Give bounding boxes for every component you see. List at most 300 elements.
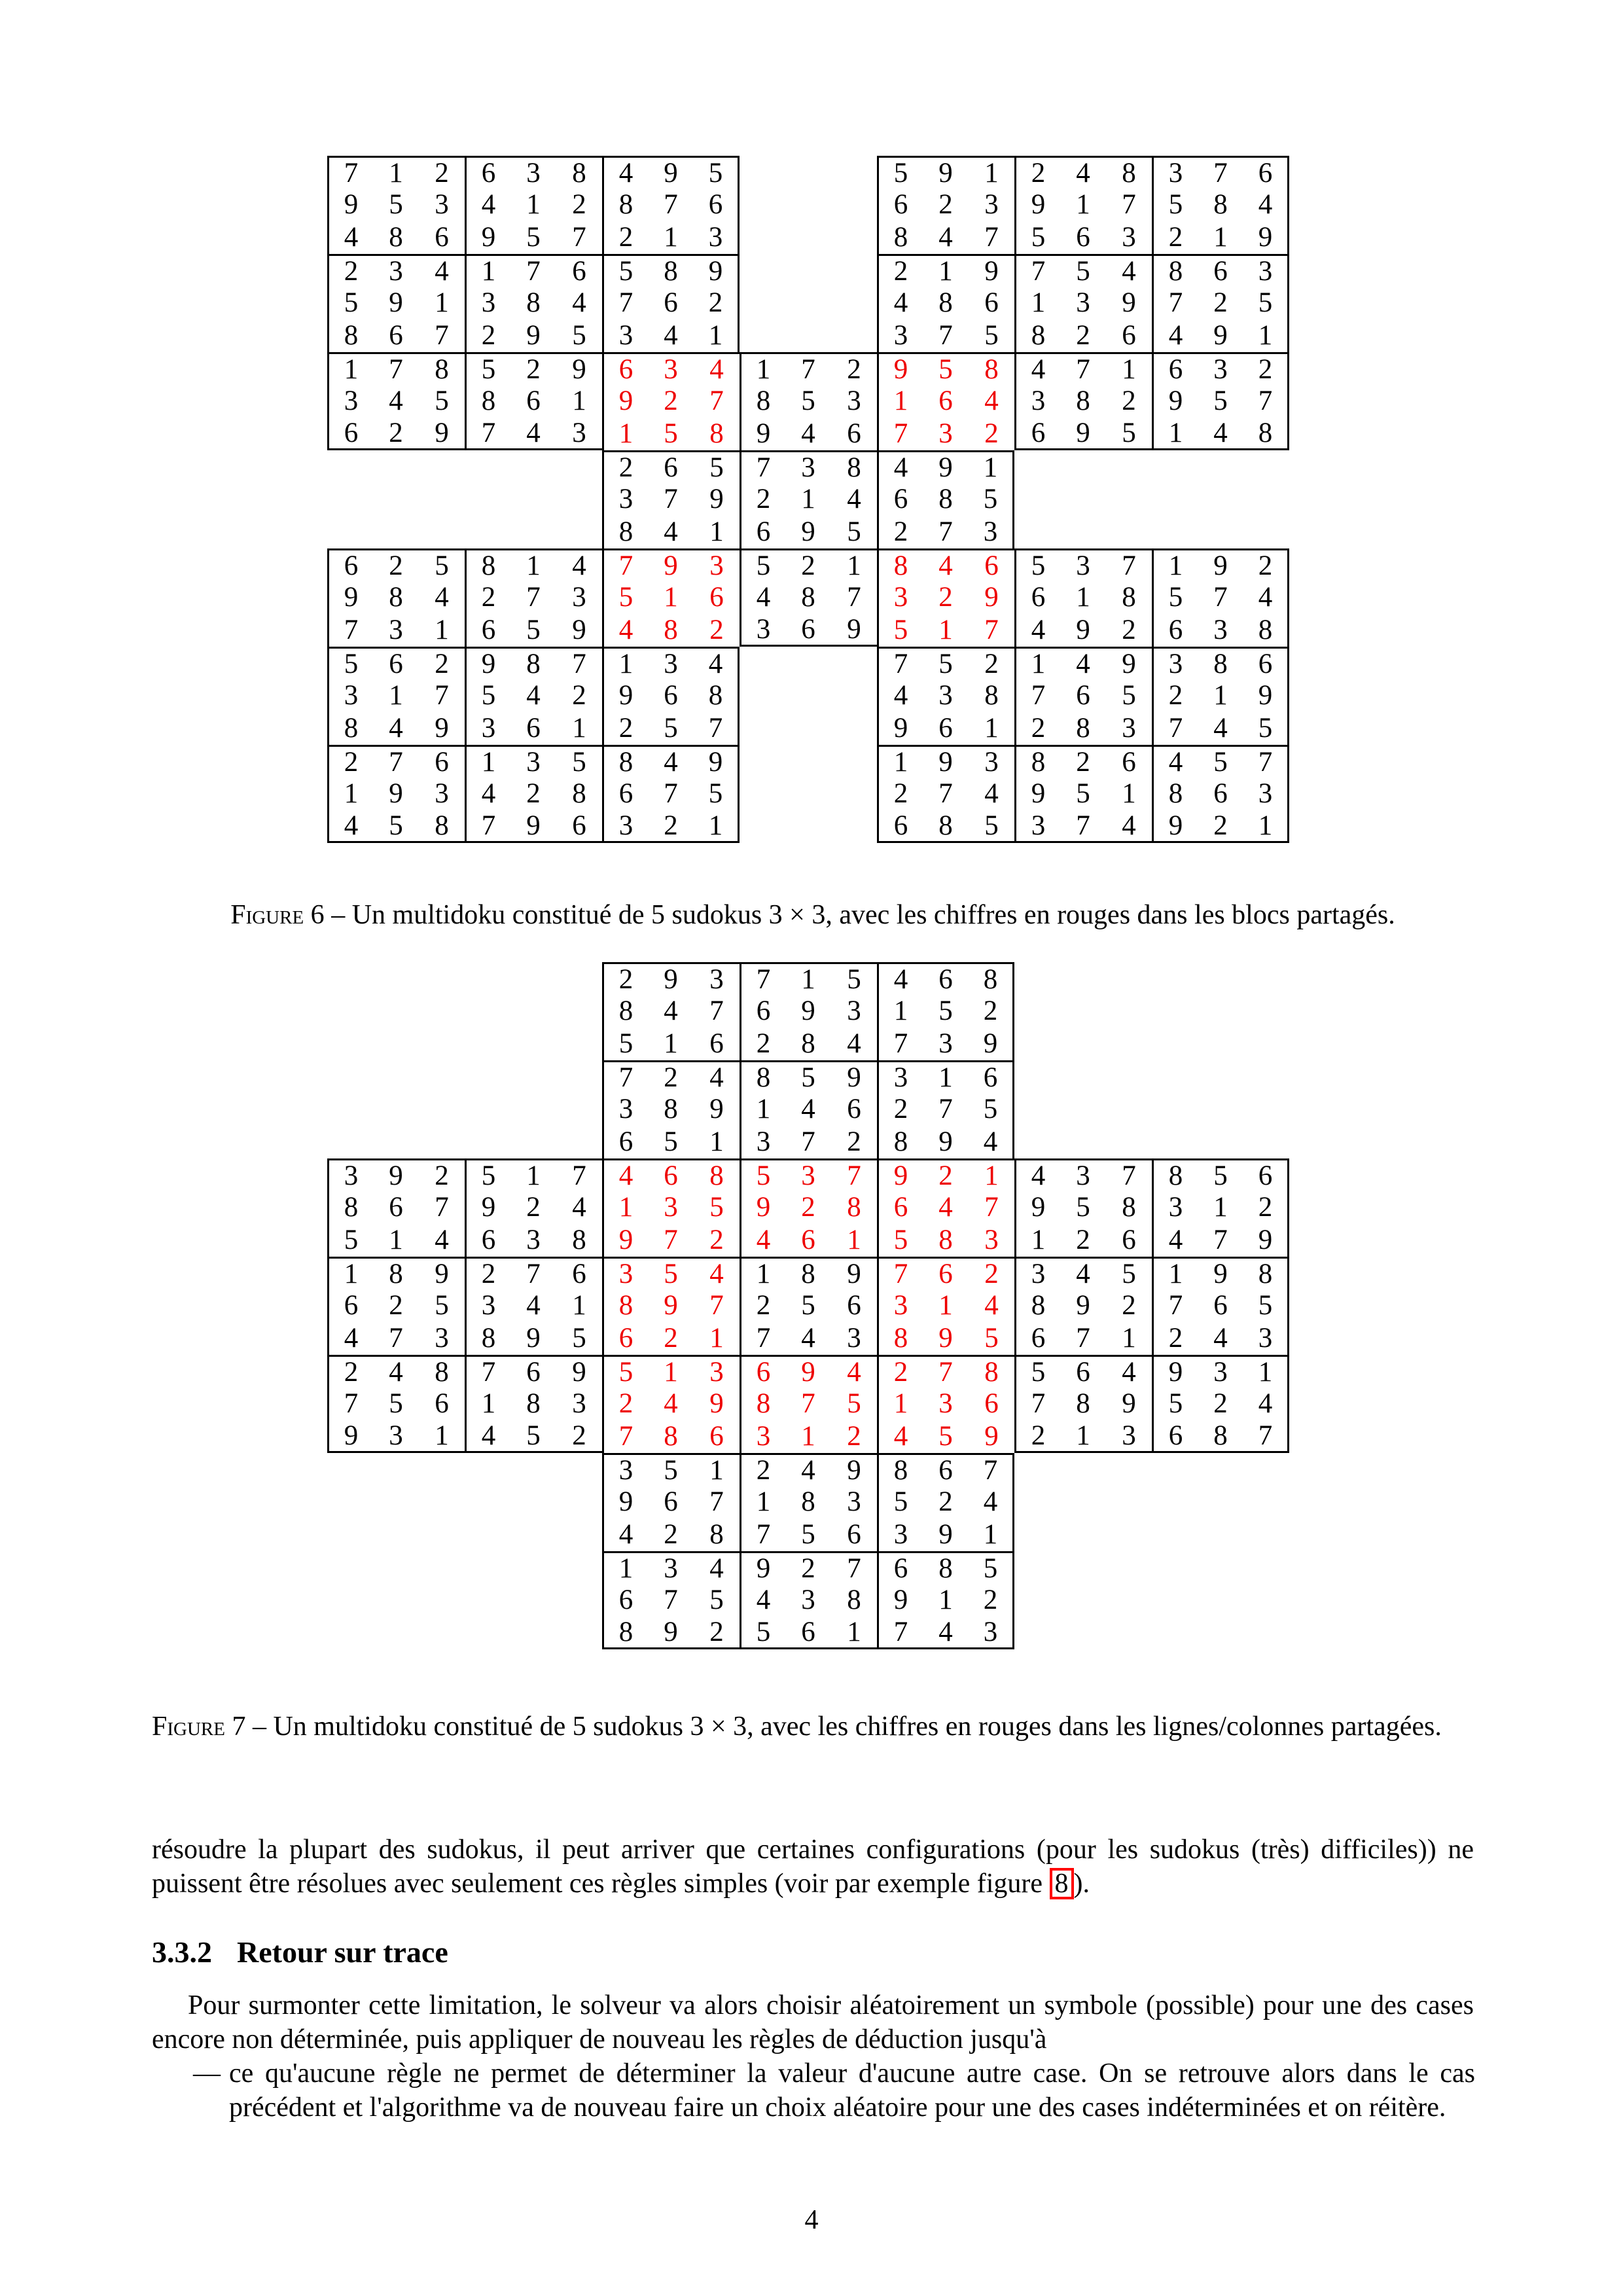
sudoku-cell: 7 <box>1152 287 1198 319</box>
sudoku-cell: 6 <box>847 1290 861 1321</box>
sudoku-cell <box>1243 1486 1289 1518</box>
sudoku-cell: 5 <box>1014 548 1060 581</box>
sudoku-cell: 3 <box>694 962 740 995</box>
sudoku-cell: 9 <box>648 156 694 188</box>
sudoku-cell <box>831 778 877 810</box>
sudoku-cell: 8 <box>389 222 403 253</box>
sudoku-cell: 6 <box>602 1322 648 1355</box>
sudoku-cell <box>1106 516 1152 548</box>
sudoku-cell: 1 <box>602 1191 648 1224</box>
sudoku-cell: 2 <box>1213 1388 1228 1419</box>
sudoku-cell: 9 <box>1243 679 1289 712</box>
sudoku-cell: 9 <box>831 1257 877 1289</box>
sudoku-cell: 2 <box>785 548 831 581</box>
sudoku-cell: 7 <box>984 1192 999 1223</box>
sudoku-cell: 2 <box>1122 1290 1136 1321</box>
sudoku-cell <box>740 778 785 810</box>
sudoku-cell <box>1243 483 1289 516</box>
sudoku-cell: 8 <box>694 1158 740 1191</box>
sudoku-cell: 2 <box>847 1126 861 1157</box>
sudoku-cell: 9 <box>877 712 923 745</box>
sudoku-cell: 4 <box>1014 352 1060 385</box>
sudoku-cell: 2 <box>1152 679 1198 712</box>
sudoku-cell: 6 <box>435 222 449 253</box>
sudoku-cell: 4 <box>327 810 373 843</box>
sudoku-cell <box>510 450 556 483</box>
sudoku-cell: 1 <box>877 1388 923 1420</box>
sudoku-cell: 5 <box>602 1028 648 1060</box>
sudoku-cell <box>419 1486 465 1518</box>
sudoku-cell: 3 <box>327 385 373 418</box>
sudoku-cell <box>373 516 419 548</box>
sudoku-cell: 8 <box>664 615 678 645</box>
sudoku-cell: 3 <box>1106 1420 1152 1453</box>
sudoku-cell: 2 <box>923 1158 969 1191</box>
sudoku-cell: 5 <box>435 1290 449 1321</box>
sudoku-cell: 4 <box>327 1322 373 1355</box>
sudoku-cell: 1 <box>969 450 1014 483</box>
sudoku-cell: 7 <box>938 1094 953 1124</box>
sudoku-cell: 6 <box>1152 352 1198 385</box>
sudoku-cell: 5 <box>984 1323 999 1354</box>
sudoku-cell: 5 <box>648 1257 694 1289</box>
sudoku-cell <box>1106 962 1152 995</box>
sudoku-cell: 5 <box>510 1420 556 1453</box>
sudoku-cell: 2 <box>694 287 740 319</box>
sudoku-cell: 2 <box>938 189 953 220</box>
sudoku-cell: 3 <box>556 418 602 450</box>
sudoku-cell: 1 <box>389 1225 403 1255</box>
sudoku-cell: 9 <box>572 615 586 645</box>
sudoku-cell <box>327 1453 373 1486</box>
sudoku-cell <box>373 1093 419 1126</box>
sudoku-cell <box>1014 516 1060 548</box>
sudoku-cell: 6 <box>740 516 785 548</box>
figure-8-link[interactable]: 8 <box>1050 1868 1074 1899</box>
sudoku-cell: 3 <box>1122 222 1136 253</box>
sudoku-cell: 3 <box>1243 1322 1289 1355</box>
sudoku-cell: 9 <box>740 418 785 450</box>
sudoku-cell: 5 <box>923 352 969 385</box>
paragraph-text-after-ref: ). <box>1073 1869 1090 1899</box>
sudoku-cell: 3 <box>938 680 953 711</box>
sudoku-cell: 3 <box>785 1158 831 1191</box>
sudoku-cell: 4 <box>435 582 449 613</box>
sudoku-cell: 8 <box>740 385 785 418</box>
sudoku-cell: 4 <box>1106 254 1152 287</box>
sudoku-cell <box>1243 1126 1289 1158</box>
sudoku-cell <box>1014 1453 1060 1486</box>
sudoku-cell: 3 <box>847 386 861 416</box>
sudoku-cell: 7 <box>465 418 510 450</box>
sudoku-cell <box>327 1551 373 1584</box>
sudoku-cell <box>1060 1617 1106 1649</box>
sudoku-cell <box>419 1060 465 1093</box>
sudoku-cell: 9 <box>969 1028 1014 1060</box>
sudoku-cell <box>373 1551 419 1584</box>
sudoku-cell: 9 <box>740 1191 785 1224</box>
sudoku-cell <box>831 254 877 287</box>
sudoku-cell: 3 <box>602 319 648 352</box>
sudoku-cell: 6 <box>1152 1420 1198 1453</box>
sudoku-cell: 8 <box>877 548 923 581</box>
sudoku-cell: 6 <box>1014 581 1060 614</box>
sudoku-cell: 1 <box>740 1093 785 1126</box>
sudoku-cell: 4 <box>1106 1355 1152 1388</box>
sudoku-cell: 7 <box>664 778 678 809</box>
sudoku-cell: 4 <box>984 386 999 416</box>
sudoku-cell <box>327 1126 373 1158</box>
sudoku-cell <box>1198 1060 1243 1093</box>
sudoku-cell: 5 <box>465 352 510 385</box>
sudoku-cell: 6 <box>709 1028 724 1059</box>
sudoku-cell: 5 <box>938 996 953 1026</box>
sudoku-cell: 7 <box>556 647 602 679</box>
sudoku-cell: 4 <box>1014 614 1060 647</box>
sudoku-cell <box>1198 1551 1243 1584</box>
sudoku-cell <box>1014 1060 1060 1093</box>
sudoku-cell: 1 <box>1243 810 1289 843</box>
sudoku-cell: 9 <box>556 1355 602 1388</box>
sudoku-cell: 1 <box>938 1585 953 1615</box>
list-item <box>152 2056 1475 2125</box>
sudoku-cell <box>1243 1584 1289 1617</box>
sudoku-cell <box>1060 1486 1106 1518</box>
sudoku-cell <box>510 1584 556 1617</box>
sudoku-cell: 9 <box>801 996 815 1026</box>
sudoku-cell: 5 <box>694 450 740 483</box>
sudoku-cell: 6 <box>984 1388 999 1419</box>
sudoku-cell <box>1106 995 1152 1028</box>
sudoku-cell: 7 <box>1060 810 1106 843</box>
sudoku-cell <box>1060 962 1106 995</box>
sudoku-cell <box>510 1093 556 1126</box>
sudoku-cell: 6 <box>602 1126 648 1158</box>
sudoku-cell <box>1060 1093 1106 1126</box>
sudoku-cell: 4 <box>694 647 740 679</box>
sudoku-cell: 3 <box>373 254 419 287</box>
sudoku-cell: 5 <box>801 1290 815 1321</box>
sudoku-cell: 4 <box>373 1355 419 1388</box>
sudoku-cell: 2 <box>1243 548 1289 581</box>
sudoku-cell: 8 <box>664 1094 678 1124</box>
sudoku-cell <box>373 962 419 995</box>
sudoku-cell: 6 <box>1076 680 1090 711</box>
sudoku-cell <box>740 221 785 254</box>
sudoku-cell: 7 <box>572 222 586 253</box>
sudoku-cell <box>556 1060 602 1093</box>
sudoku-cell: 8 <box>1198 1420 1243 1453</box>
sudoku-cell: 7 <box>602 287 648 319</box>
sudoku-cell <box>785 319 831 352</box>
sudoku-cell: 6 <box>709 582 724 613</box>
sudoku-cell <box>740 156 785 188</box>
sudoku-cell: 4 <box>602 614 648 647</box>
sudoku-cell: 7 <box>664 484 678 514</box>
sudoku-cell <box>327 995 373 1028</box>
sudoku-cell: 9 <box>648 548 694 581</box>
sudoku-cell: 8 <box>419 1355 465 1388</box>
sudoku-cell: 7 <box>327 1388 373 1420</box>
sudoku-cell: 8 <box>938 484 953 514</box>
sudoku-cell: 4 <box>984 1290 999 1321</box>
sudoku-cell <box>373 483 419 516</box>
sudoku-cell: 5 <box>1122 680 1136 711</box>
sudoku-cell <box>327 1028 373 1060</box>
sudoku-cell: 3 <box>877 581 923 614</box>
sudoku-cell: 4 <box>419 254 465 287</box>
sudoku-cell: 9 <box>526 320 541 351</box>
sudoku-cell <box>1152 962 1198 995</box>
sudoku-cell: 7 <box>1014 679 1060 712</box>
sudoku-cell: 8 <box>389 582 403 613</box>
sudoku-cell: 8 <box>694 679 740 712</box>
sudoku-cell: 3 <box>877 1289 923 1322</box>
sudoku-cell: 1 <box>327 778 373 810</box>
sudoku-cell: 8 <box>709 1519 724 1550</box>
sudoku-cell <box>510 1551 556 1584</box>
sudoku-cell: 7 <box>877 418 923 450</box>
sudoku-cell: 2 <box>526 778 541 809</box>
sudoku-cell: 4 <box>694 352 740 385</box>
sudoku-cell: 7 <box>740 450 785 483</box>
sudoku-cell <box>1106 1617 1152 1649</box>
sudoku-cell: 3 <box>1198 1355 1243 1388</box>
sudoku-cell: 6 <box>1014 418 1060 450</box>
sudoku-cell: 7 <box>801 1126 815 1157</box>
sudoku-cell: 9 <box>465 1191 510 1224</box>
sudoku-cell: 1 <box>1152 548 1198 581</box>
sudoku-cell: 9 <box>602 385 648 418</box>
sudoku-cell: 5 <box>877 156 923 188</box>
sudoku-cell: 9 <box>984 1421 999 1452</box>
sudoku-cell: 8 <box>969 1355 1014 1388</box>
sudoku-cell: 6 <box>1122 1225 1136 1255</box>
sudoku-cell <box>465 1518 510 1551</box>
sudoku-cell: 3 <box>740 1126 785 1158</box>
sudoku-cell: 4 <box>1106 810 1152 843</box>
sudoku-cell: 8 <box>1076 713 1090 744</box>
sudoku-cell: 7 <box>602 1420 648 1453</box>
sudoku-cell: 6 <box>709 1421 724 1452</box>
sudoku-cell: 3 <box>847 1323 861 1354</box>
sudoku-cell <box>1198 995 1243 1028</box>
sudoku-cell <box>1106 1028 1152 1060</box>
sudoku-cell: 5 <box>877 1486 923 1518</box>
sudoku-cell <box>510 1126 556 1158</box>
sudoku-cell: 7 <box>465 810 510 843</box>
sudoku-cell <box>373 1486 419 1518</box>
sudoku-cell: 4 <box>664 1388 678 1419</box>
sudoku-cell: 8 <box>419 810 465 843</box>
sudoku-cell <box>510 1617 556 1649</box>
sudoku-cell <box>1152 1486 1198 1518</box>
sudoku-cell: 9 <box>1122 1388 1136 1419</box>
sudoku-cell: 3 <box>510 745 556 778</box>
sudoku-cell: 2 <box>1076 1225 1090 1255</box>
sudoku-cell <box>785 221 831 254</box>
sudoku-cell: 7 <box>877 1028 923 1060</box>
sudoku-cell <box>373 1518 419 1551</box>
sudoku-cell: 5 <box>664 713 678 744</box>
sudoku-cell: 5 <box>1076 778 1090 809</box>
sudoku-cell <box>1152 1617 1198 1649</box>
sudoku-cell: 5 <box>526 222 541 253</box>
sudoku-cell: 4 <box>602 1158 648 1191</box>
sudoku-cell: 6 <box>465 614 510 647</box>
sudoku-cell <box>419 962 465 995</box>
sudoku-cell <box>419 450 465 483</box>
sudoku-cell: 2 <box>709 615 724 645</box>
sudoku-cell <box>1106 483 1152 516</box>
sudoku-cell: 4 <box>1243 581 1289 614</box>
sudoku-cell <box>465 1126 510 1158</box>
sudoku-cell <box>1198 962 1243 995</box>
sudoku-cell: 8 <box>1213 189 1228 220</box>
sudoku-cell: 8 <box>847 1585 861 1615</box>
sudoku-cell <box>1152 1453 1198 1486</box>
sudoku-cell: 5 <box>465 1158 510 1191</box>
sudoku-cell: 9 <box>923 450 969 483</box>
sudoku-cell: 7 <box>465 1355 510 1388</box>
sudoku-cell <box>419 1518 465 1551</box>
sudoku-cell: 4 <box>602 1518 648 1551</box>
sudoku-cell <box>556 1093 602 1126</box>
sudoku-cell <box>510 962 556 995</box>
sudoku-cell <box>831 712 877 745</box>
sudoku-cell: 7 <box>1213 582 1228 613</box>
sudoku-cell: 5 <box>664 418 678 449</box>
sudoku-cell: 3 <box>969 1617 1014 1649</box>
sudoku-cell: 1 <box>1076 189 1090 220</box>
sudoku-cell: 4 <box>923 548 969 581</box>
sudoku-cell: 6 <box>969 1060 1014 1093</box>
sudoku-cell <box>1060 483 1106 516</box>
sudoku-cell <box>785 156 831 188</box>
sudoku-cell: 7 <box>510 254 556 287</box>
sudoku-cell <box>1198 1453 1243 1486</box>
sudoku-cell: 1 <box>831 1617 877 1649</box>
sudoku-cell: 6 <box>785 614 831 647</box>
sudoku-cell: 5 <box>923 647 969 679</box>
sudoku-cell: 4 <box>877 962 923 995</box>
paragraph-text-before-ref: résoudre la plupart des sudokus, il peut arriver que certaines configurations (pour les sudokus (très) difficiles)) ne puissent être résolues avec seulement ces règles simples (voir par exemple figure <box>152 1835 1474 1899</box>
sudoku-cell: 4 <box>938 1192 953 1223</box>
sudoku-cell <box>327 1518 373 1551</box>
sudoku-cell <box>740 679 785 712</box>
sudoku-cell: 5 <box>694 156 740 188</box>
sudoku-cell: 8 <box>1152 778 1198 810</box>
sudoku-cell: 2 <box>740 1289 785 1322</box>
sudoku-cell <box>510 1028 556 1060</box>
sudoku-cell: 6 <box>389 1192 403 1223</box>
sudoku-cell <box>831 679 877 712</box>
sudoku-cell: 2 <box>465 581 510 614</box>
sudoku-cell: 4 <box>526 1290 541 1321</box>
sudoku-cell: 5 <box>435 386 449 416</box>
sudoku-cell <box>419 516 465 548</box>
sudoku-cell: 7 <box>1243 385 1289 418</box>
sudoku-cell: 8 <box>785 1257 831 1289</box>
sudoku-cell: 1 <box>1106 352 1152 385</box>
sudoku-cell: 2 <box>389 1290 403 1321</box>
sudoku-cell: 5 <box>709 1192 724 1223</box>
sudoku-cell: 2 <box>1243 1191 1289 1224</box>
sudoku-cell <box>419 995 465 1028</box>
sudoku-cell: 8 <box>1243 614 1289 647</box>
sudoku-cell: 2 <box>785 1551 831 1584</box>
sudoku-cell: 2 <box>1152 1322 1198 1355</box>
sudoku-cell: 4 <box>389 713 403 744</box>
sudoku-cell: 8 <box>556 156 602 188</box>
sudoku-cell: 9 <box>1152 810 1198 843</box>
sudoku-cell: 2 <box>1014 712 1060 745</box>
sudoku-cell: 3 <box>465 1289 510 1322</box>
sudoku-cell: 6 <box>1213 1290 1228 1321</box>
sudoku-cell: 2 <box>938 1486 953 1517</box>
sudoku-cell <box>785 647 831 679</box>
sudoku-cell <box>785 778 831 810</box>
sudoku-cell: 4 <box>1243 188 1289 221</box>
sudoku-cell: 3 <box>572 1388 586 1419</box>
sudoku-cell: 9 <box>694 745 740 778</box>
sudoku-cell: 3 <box>1014 1257 1060 1289</box>
list-item-dash: — <box>193 2058 221 2089</box>
sudoku-cell: 1 <box>923 1060 969 1093</box>
sudoku-cell: 7 <box>694 712 740 745</box>
sudoku-cell: 4 <box>740 1584 785 1617</box>
sudoku-cell <box>785 287 831 319</box>
sudoku-cell: 2 <box>510 352 556 385</box>
sudoku-cell: 6 <box>602 778 648 810</box>
sudoku-cell: 9 <box>465 647 510 679</box>
sudoku-cell: 8 <box>572 1225 586 1255</box>
sudoku-cell: 6 <box>1014 1322 1060 1355</box>
sudoku-cell: 2 <box>877 516 923 548</box>
sudoku-cell: 1 <box>465 1388 510 1420</box>
sudoku-cell: 4 <box>801 418 815 449</box>
sudoku-cell <box>1106 1551 1152 1584</box>
sudoku-cell <box>740 712 785 745</box>
sudoku-cell: 6 <box>984 287 999 318</box>
sudoku-cell: 5 <box>664 1126 678 1157</box>
sudoku-cell: 9 <box>1076 615 1090 645</box>
sudoku-cell <box>1014 483 1060 516</box>
sudoku-cell: 3 <box>1152 156 1198 188</box>
sudoku-cell: 6 <box>510 1355 556 1388</box>
sudoku-cell: 3 <box>1213 615 1228 645</box>
sudoku-cell: 7 <box>602 548 648 581</box>
sudoku-cell: 2 <box>984 418 999 449</box>
sudoku-cell: 2 <box>526 1192 541 1223</box>
sudoku-cell: 8 <box>602 1617 648 1649</box>
sudoku-cell <box>1243 516 1289 548</box>
sudoku-cell: 5 <box>1060 254 1106 287</box>
sudoku-cell <box>1152 483 1198 516</box>
sudoku-cell: 9 <box>648 962 694 995</box>
sudoku-cell: 1 <box>602 647 648 679</box>
sudoku-cell: 8 <box>602 745 648 778</box>
sudoku-cell: 2 <box>648 810 694 843</box>
sudoku-cell: 4 <box>435 1225 449 1255</box>
sudoku-cell <box>785 745 831 778</box>
sudoku-cell: 7 <box>1243 1420 1289 1453</box>
sudoku-cell: 8 <box>923 810 969 843</box>
sudoku-cell: 2 <box>327 1355 373 1388</box>
sudoku-cell: 1 <box>969 156 1014 188</box>
sudoku-cell: 7 <box>1198 156 1243 188</box>
sudoku-cell <box>419 1453 465 1486</box>
